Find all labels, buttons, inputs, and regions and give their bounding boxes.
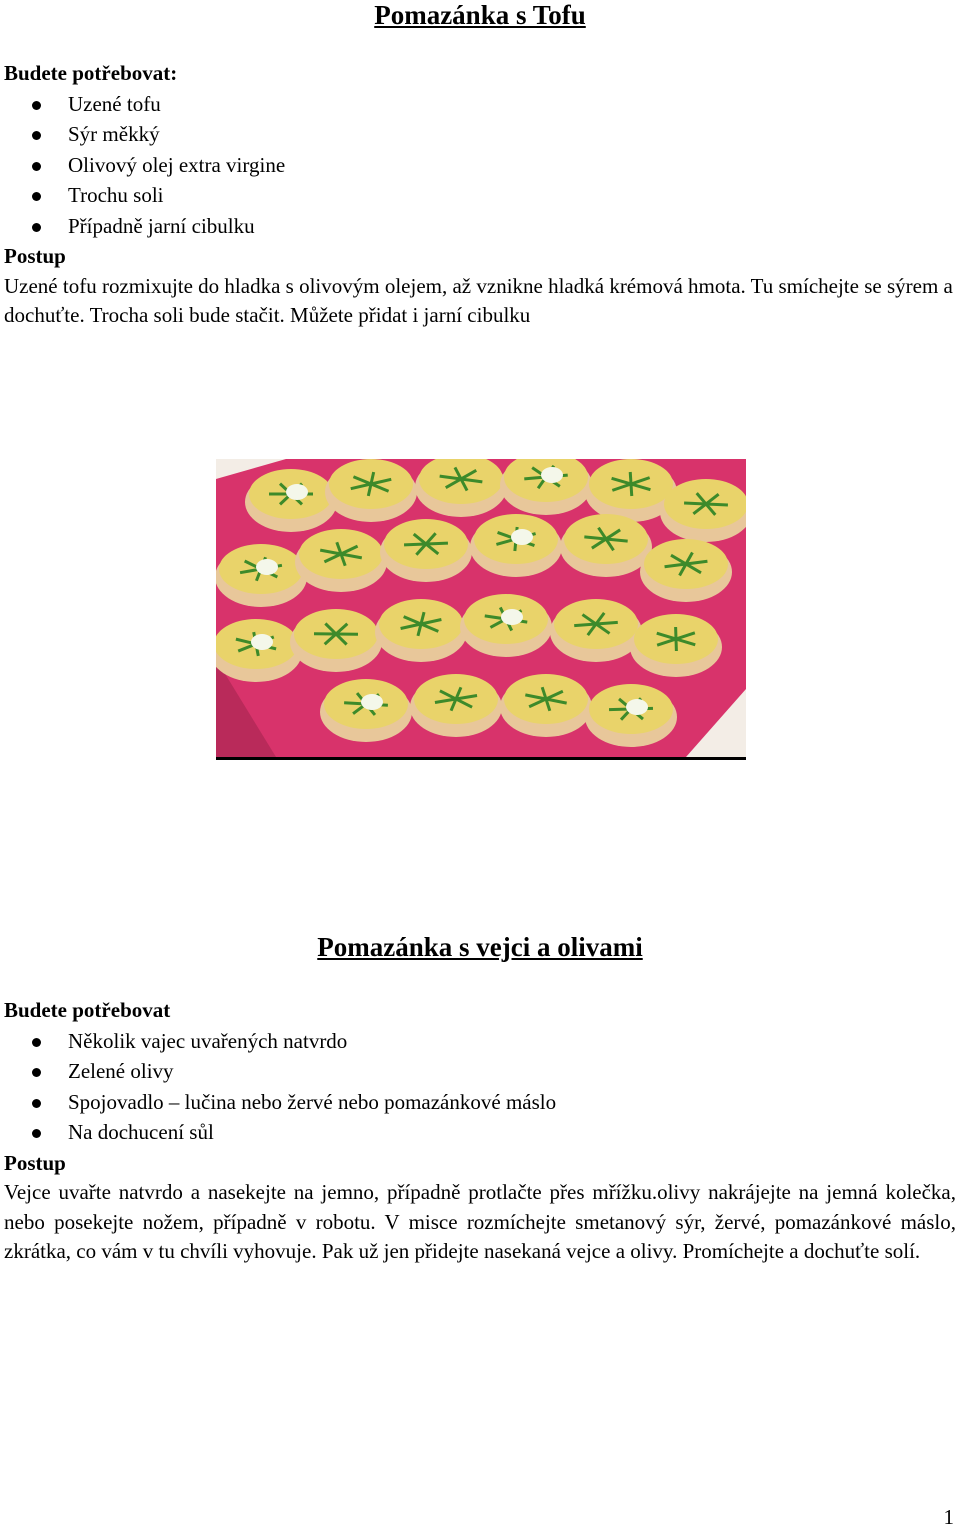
ingredients-list	[4, 1026, 956, 1148]
ingredients-heading: Budete potřebovat	[4, 998, 171, 1022]
recipe-tofu	[4, 58, 956, 330]
canape-onion	[501, 609, 523, 625]
canape-herb	[630, 472, 632, 496]
list-item: Sýr měkký	[4, 119, 956, 150]
list-item: Uzené tofu	[4, 89, 956, 120]
recipe-title-tofu: Pomazánka s Tofu	[374, 0, 586, 30]
list-item: Na dochucení sůl	[4, 1117, 956, 1148]
canape-onion	[361, 694, 383, 710]
method-text: Vejce uvařte natvrdo a nasekejte na jemno, případně protlačte přes mřížku.olivy nakrájejte na jemná kolečka, nebo posekejte nožem, případně v robotu. V misce rozmíchejte smetanový sýr, žervé, pomazánkové máslo, zkrátka, co vám v tu chvíli vyhovuje. Pak už jen přidejte nasekaná vejce a olivy. Promíchejte a dochuťte solí.	[4, 1180, 956, 1263]
canapes-photo	[216, 459, 746, 760]
canape-onion	[626, 699, 648, 715]
list-item: Spojovadlo – lučina nebo žervé nebo pomazánkové máslo	[4, 1087, 956, 1118]
list-item: Trochu soli	[4, 180, 956, 211]
list-item: Olivový olej extra virgine	[4, 150, 956, 181]
method-heading: Postup	[4, 1150, 66, 1175]
canapes-photo-icon	[216, 459, 746, 757]
canape-onion	[286, 484, 308, 500]
canape-onion	[251, 634, 273, 650]
canape-onion	[256, 559, 278, 575]
canape-onion	[541, 467, 563, 483]
list-item: Několik vajec uvařených natvrdo	[4, 1026, 956, 1057]
method-heading: Postup	[4, 244, 66, 268]
method-text: Uzené tofu rozmixujte do hladka s olivovým olejem, až vznikne hladká krémová hmota. Tu smíchejte se sýrem a dochuťte. Trocha soli bude stačit. Můžete přidat i jarní cibulku	[4, 273, 953, 327]
canape-onion	[511, 529, 533, 545]
list-item: Případně jarní cibulku	[4, 211, 956, 242]
list-item: Zelené olivy	[4, 1056, 956, 1087]
recipe-eggs-olives	[4, 995, 956, 1267]
ingredients-heading: Budete potřebovat:	[4, 61, 178, 85]
page-number: 1	[943, 1505, 954, 1529]
recipe-title-eggs-olives: Pomazánka s vejci a olivami	[317, 932, 643, 962]
ingredients-list	[4, 89, 956, 242]
